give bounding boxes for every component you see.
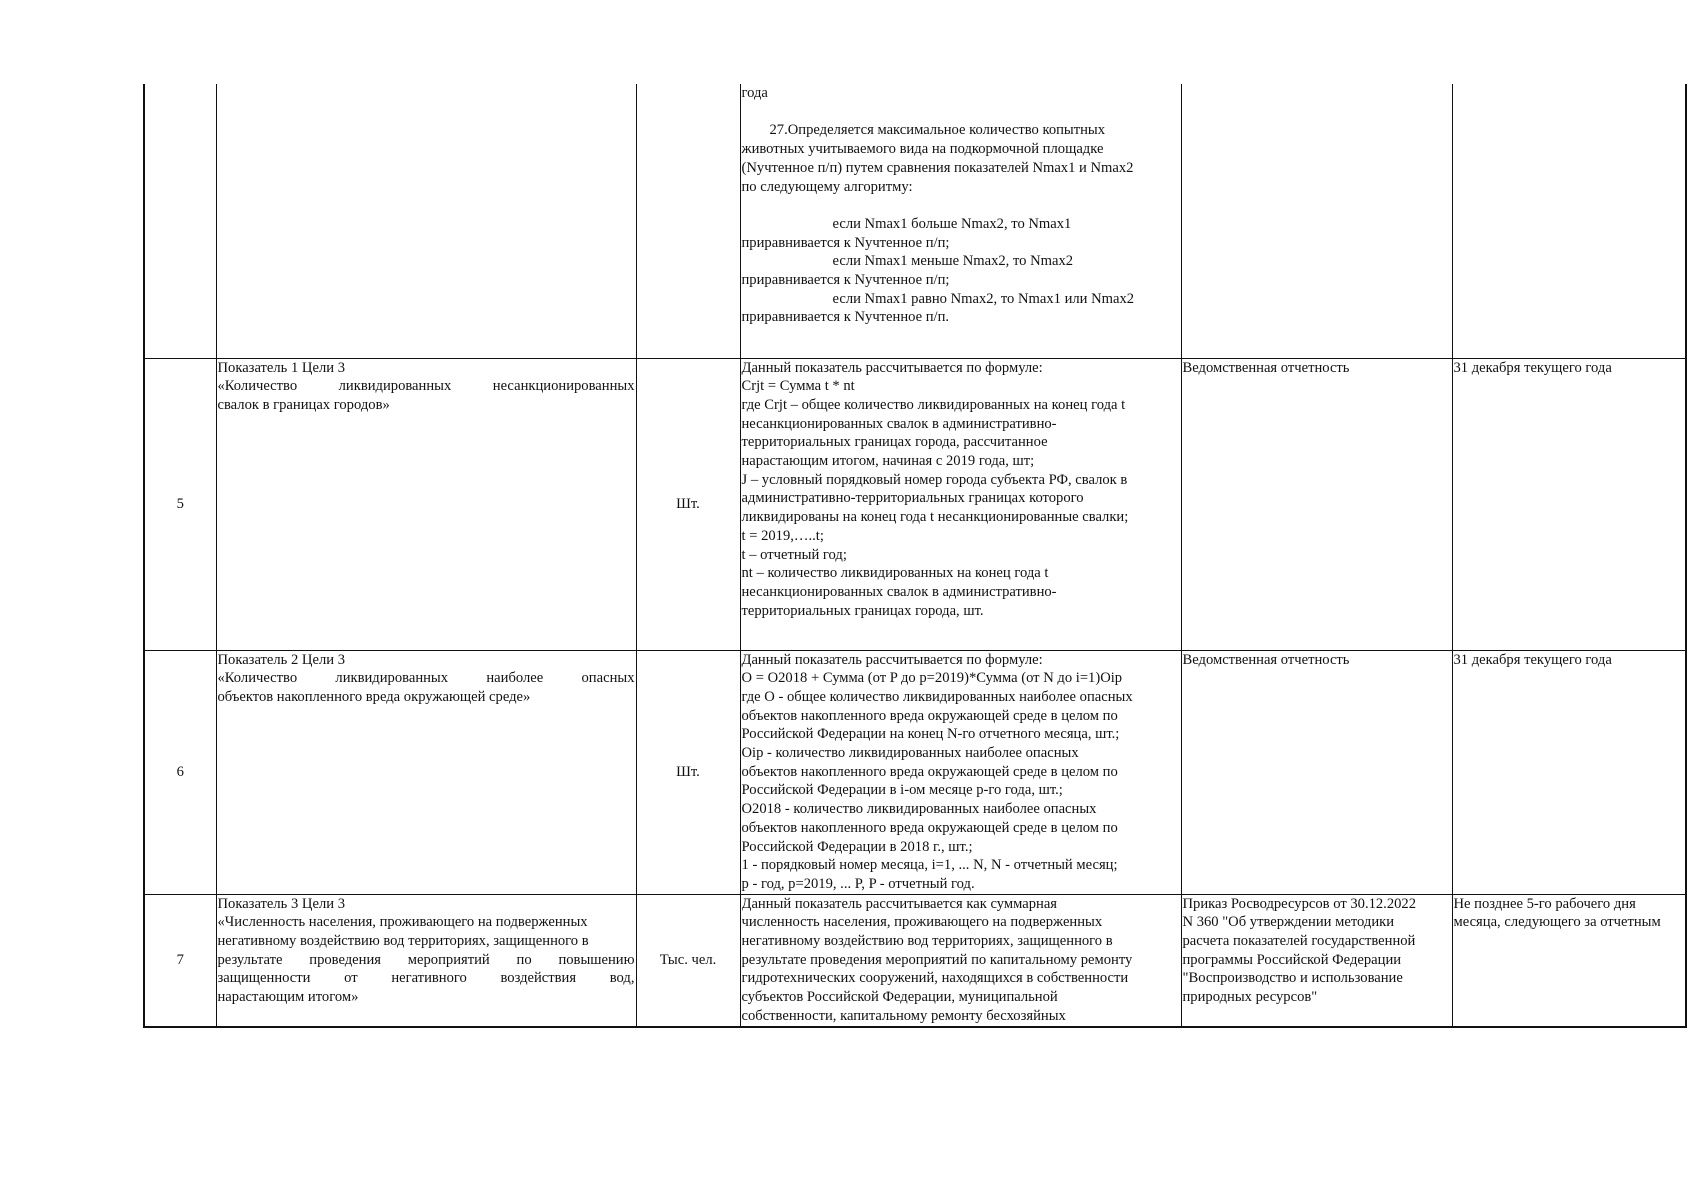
source-line: природных ресурсов" [1182, 989, 1318, 1006]
method-line: Данный показатель рассчитывается по формуле: [741, 359, 1043, 376]
indicator-title: Показатель 3 Цели 3 [217, 895, 345, 912]
method-line: негативному воздействию вод территориях, защищенного в [741, 933, 1113, 950]
indicator-name-line: «Численность населения, проживающего на подверженных [217, 914, 588, 931]
method-line: территориальных границах города, шт. [741, 602, 984, 619]
method-line: (Nучтенное п/п) путем сравнения показателей Nmax1 и Nmax2 [741, 159, 1134, 176]
unit-cell: Тыс. чел. [636, 894, 740, 1027]
method-line: несанкционированных свалок в административно- [741, 415, 1057, 432]
unit-cell: Шт. [636, 650, 740, 894]
method-line: 27.Определяется максимальное количество копытных [769, 122, 1106, 139]
deadline-line: 31 декабря текущего года [1453, 359, 1612, 376]
indicator-name-line: негативному воздействию вод территориях, защищенного в [217, 933, 589, 950]
indicator-cell [216, 84, 636, 358]
indicator-name-line: результате проведения мероприятий по повышению [217, 951, 635, 968]
indicator-name-line: объектов накопленного вреда окружающей среде» [217, 688, 531, 705]
indicator-name-line: свалок в границах городов» [217, 396, 390, 413]
method-line: если Nmax1 меньше Nmax2, то Nmax2 [832, 253, 1074, 270]
method-line: нарастающим итогом, начиная с 2019 года, шт; [741, 453, 1035, 470]
deadline-cell [1452, 650, 1686, 894]
deadline-cell [1452, 84, 1686, 358]
method-line: Российской Федерации в i-ом месяце p-го года, шт.; [741, 782, 1063, 799]
source-line: программы Российской Федерации [1182, 951, 1402, 968]
indicator-name-line: «Количество ликвидированных наиболее опасных [217, 670, 635, 687]
method-cell [740, 650, 1181, 894]
method-cell [740, 84, 1181, 358]
method-cell [740, 894, 1181, 1027]
method-line: p - год, p=2019, ... P, P - отчетный год. [741, 875, 975, 892]
method-line: 1 - порядковый номер месяца, i=1, ... N, N - отчетный месяц; [741, 857, 1118, 874]
indicator-title: Показатель 2 Цели 3 [217, 651, 345, 668]
deadline-cell [1452, 358, 1686, 650]
method-line: объектов накопленного вреда окружающей среде в целом по [741, 707, 1118, 724]
indicator-name-line: нарастающим итогом» [217, 989, 359, 1006]
method-line: несанкционированных свалок в административно- [741, 583, 1057, 600]
method-line: территориальных границах города, рассчитанное [741, 434, 1048, 451]
method-line: где Crjt – общее количество ликвидированных на конец года t [741, 396, 1126, 413]
row-number-cell: 5 [144, 358, 216, 650]
method-line: собственности, капитальному ремонту бесхозяйных [741, 1007, 1066, 1024]
method-line: объектов накопленного вреда окружающей среде в целом по [741, 763, 1118, 780]
method-line: t = 2019,…..t; [741, 527, 824, 544]
method-line: Crjt = Сумма t * nt [741, 378, 855, 395]
method-line: Российской Федерации на конец N-го отчетного месяца, шт.; [741, 726, 1120, 743]
indicator-cell [216, 894, 636, 1027]
indicators-table [143, 84, 1687, 1028]
method-line: О = О2018 + Сумма (от P до p=2019)*Сумма (от N до i=1)Oip [741, 670, 1123, 687]
method-line: t – отчетный год; [741, 546, 847, 563]
indicator-title: Показатель 1 Цели 3 [217, 359, 345, 376]
unit-cell: Шт. [636, 358, 740, 650]
method-line: ликвидированы на конец года t несанкционированные свалки; [741, 509, 1129, 526]
indicator-cell [216, 358, 636, 650]
deadline-cell [1452, 894, 1686, 1027]
deadline-line: 31 декабря текущего года [1453, 651, 1612, 668]
indicator-name-line: «Количество ликвидированных несанкционированных [217, 378, 635, 395]
method-line: Данный показатель рассчитывается как суммарная [741, 895, 1058, 912]
indicator-name-line: защищенности от негативного воздействия вод, [217, 970, 635, 987]
unit-cell [636, 84, 740, 358]
table-row [144, 84, 1686, 358]
method-line: J – условный порядковый номер города субъекта РФ, свалок в [741, 471, 1128, 488]
method-line: где О - общее количество ликвидированных наиболее опасных [741, 688, 1133, 705]
table-row [144, 358, 1686, 650]
method-line: если Nmax1 больше Nmax2, то Nmax1 [832, 215, 1072, 232]
source-cell [1181, 84, 1452, 358]
method-cell [740, 358, 1181, 650]
deadline-line: Не позднее 5-го рабочего дня [1453, 895, 1636, 912]
method-line: численность населения, проживающего на подверженных [741, 914, 1103, 931]
method-line: субъектов Российской Федерации, муниципальной [741, 989, 1058, 1006]
method-line: Оip - количество ликвидированных наиболее опасных [741, 745, 1079, 762]
row-number-cell [144, 84, 216, 358]
method-line: Российской Федерации в 2018 г., шт.; [741, 838, 973, 855]
method-line: объектов накопленного вреда окружающей среде в целом по [741, 819, 1118, 836]
source-cell [1181, 650, 1452, 894]
source-line: N 360 "Об утверждении методики [1182, 914, 1395, 931]
method-line: результате проведения мероприятий по капитальному ремонту [741, 951, 1133, 968]
source-line: "Воспроизводство и использование [1182, 970, 1403, 987]
method-line: если Nmax1 равно Nmax2, то Nmax1 или Nmax2 [832, 290, 1135, 307]
source-line: Приказ Росводресурсов от 30.12.2022 [1182, 895, 1417, 912]
source-cell [1181, 358, 1452, 650]
table-row [144, 650, 1686, 894]
method-line: административно-территориальных границах которого [741, 490, 1084, 507]
method-line: по следующему алгоритму: [741, 178, 913, 195]
indicator-cell [216, 650, 636, 894]
source-cell [1181, 894, 1452, 1027]
method-line: nt – количество ликвидированных на конец года t [741, 565, 1049, 582]
source-line: Ведомственная отчетность [1182, 359, 1350, 376]
method-line: приравнивается к Nучтенное п/п; [741, 234, 950, 251]
source-line: расчета показателей государственной [1182, 933, 1416, 950]
method-line: года [741, 85, 768, 101]
method-line: О2018 - количество ликвидированных наиболее опасных [741, 801, 1097, 818]
method-line: гидротехнических сооружений, находящихся в собственности [741, 970, 1129, 987]
source-line: Ведомственная отчетность [1182, 651, 1350, 668]
table-row [144, 894, 1686, 1027]
row-number-cell: 6 [144, 650, 216, 894]
method-line: приравнивается к Nучтенное п/п. [741, 309, 950, 326]
method-line: животных учитываемого вида на подкормочной площадке [741, 141, 1104, 158]
deadline-line: месяца, следующего за отчетным [1453, 914, 1661, 931]
row-number-cell: 7 [144, 894, 216, 1027]
method-line: приравнивается к Nучтенное п/п; [741, 272, 950, 288]
method-line: Данный показатель рассчитывается по формуле: [741, 651, 1043, 668]
